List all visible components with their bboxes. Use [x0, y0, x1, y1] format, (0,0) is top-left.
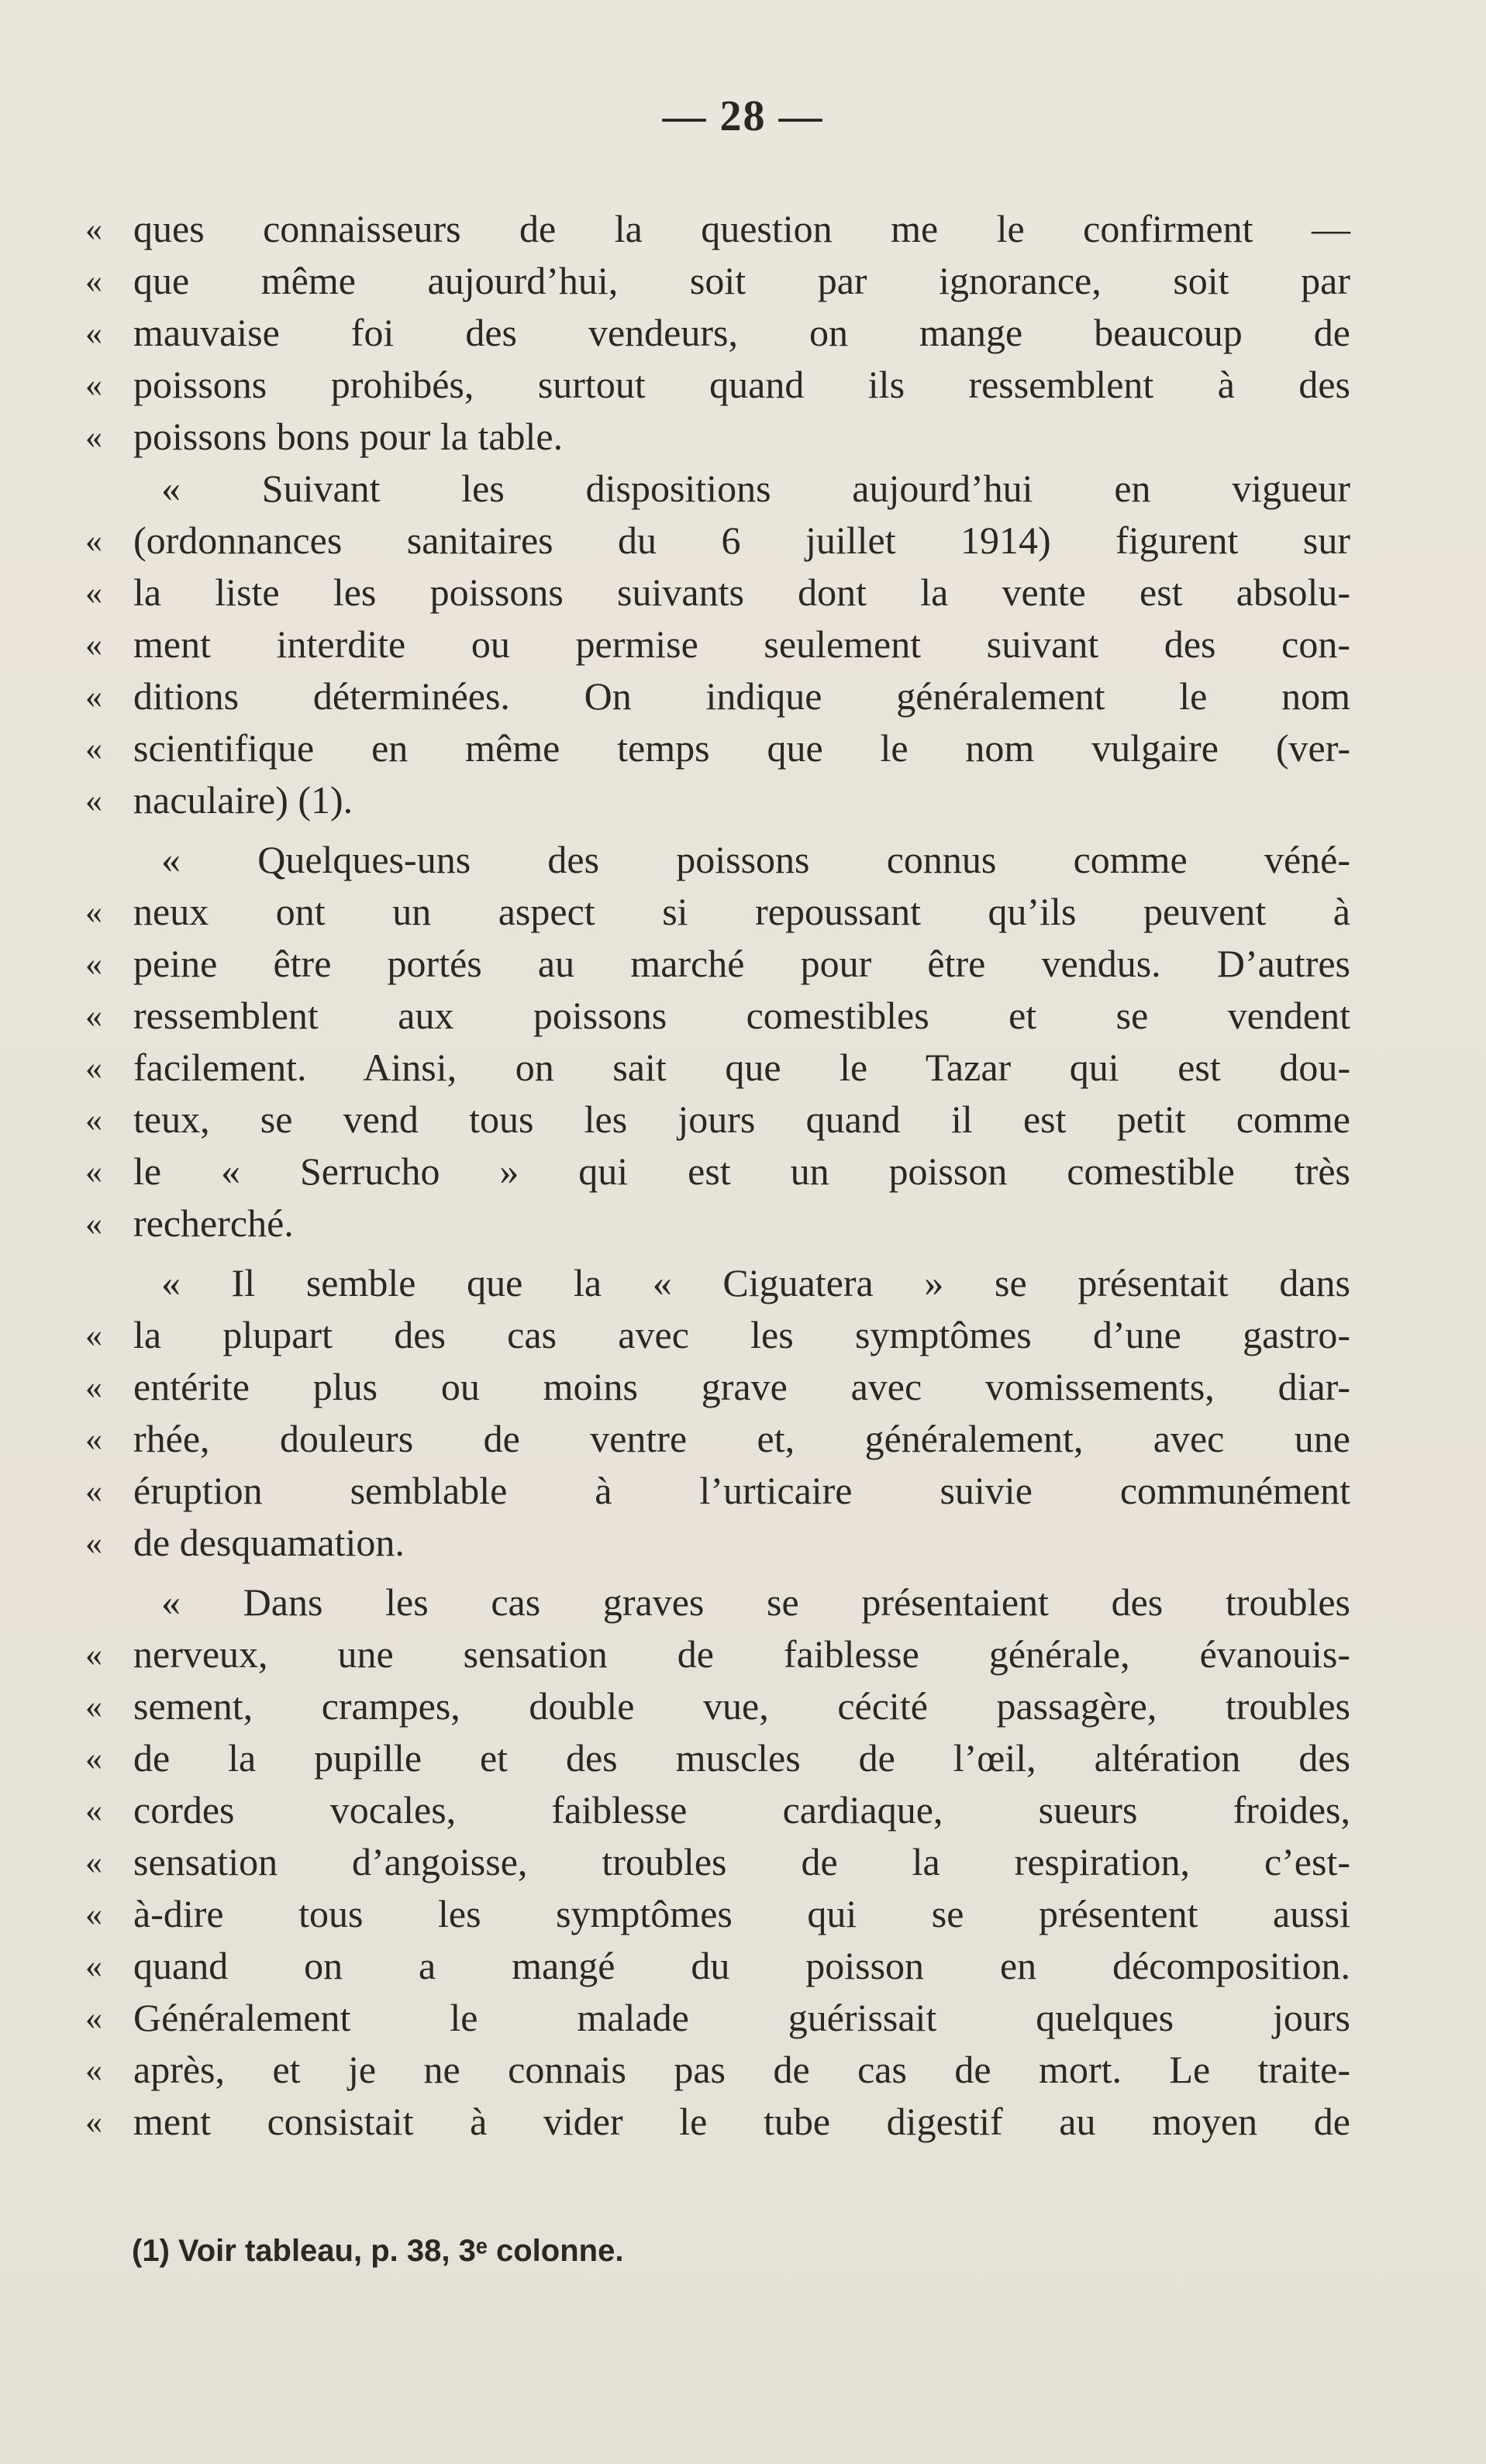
quote-mark: «: [85, 1999, 102, 2037]
quote-mark: «: [85, 997, 102, 1035]
line-text: sement, crampes, double vue, cécité passagère, troubles: [133, 1684, 1350, 1728]
quote-mark: «: [85, 1739, 102, 1777]
quote-mark: «: [85, 2051, 102, 2089]
line-text: le « Serrucho » qui est un poisson comestible très: [133, 1149, 1350, 1193]
text-line: [85, 1042, 1350, 1094]
line-text: quand on a mangé du poisson en décomposition.: [133, 1944, 1350, 1987]
text-line: [85, 203, 1350, 255]
text-line: [85, 2096, 1350, 2148]
text-line: [85, 1198, 1271, 1249]
text-line: [85, 1732, 1350, 1784]
line-text: la plupart des cas avec les symptômes d’une gastro-: [133, 1313, 1350, 1356]
text-line: [85, 1465, 1350, 1517]
quote-mark: «: [85, 677, 102, 715]
quote-mark: «: [85, 1635, 102, 1673]
line-text: sensation d’angoisse, troubles de la respiration, c’est-: [133, 1840, 1350, 1883]
quote-mark: «: [85, 893, 102, 931]
line-text: « Suivant les dispositions aujourd’hui en vigueur: [161, 467, 1350, 510]
line-text: « Il semble que la « Ciguatera » se présentait dans: [161, 1261, 1350, 1304]
body-text: [85, 203, 1350, 2148]
line-text: de la pupille et des muscles de l’œil, altération des: [133, 1736, 1350, 1780]
text-line: [85, 515, 1350, 567]
text-line: [85, 722, 1350, 774]
line-text: ditions déterminées. On indique généralement le nom: [133, 674, 1350, 718]
quote-mark: «: [85, 781, 102, 819]
text-line: [85, 1940, 1350, 1992]
line-text: entérite plus ou moins grave avec vomissements, diar-: [133, 1365, 1350, 1408]
text-line: [85, 411, 1271, 463]
text-line: [85, 359, 1350, 411]
text-line: [85, 834, 1350, 886]
text-line: [85, 1836, 1350, 1888]
line-text: neux ont un aspect si repoussant qu’ils peuvent à: [133, 890, 1350, 933]
text-line: [85, 463, 1350, 515]
quote-mark: «: [85, 1049, 102, 1087]
text-line: [85, 1413, 1350, 1465]
line-text: (ordonnances sanitaires du 6 juillet 1914) figurent sur: [133, 519, 1350, 562]
quote-mark: «: [85, 574, 102, 612]
line-text: cordes vocales, faiblesse cardiaque, sueurs froides,: [133, 1788, 1350, 1832]
text-line: [85, 1680, 1350, 1732]
quote-mark: «: [85, 1316, 102, 1354]
text-line: [85, 670, 1350, 722]
text-line: [85, 1517, 1271, 1569]
quote-mark: «: [85, 945, 102, 983]
text-line: [85, 307, 1350, 359]
footnote: (1) Voir tableau, p. 38, 3ᵉ colonne.: [132, 2234, 624, 2268]
quote-mark: «: [85, 1420, 102, 1458]
quote-mark: «: [85, 1368, 102, 1406]
line-text: « Dans les cas graves se présentaient des troubles: [161, 1580, 1350, 1624]
quote-mark: «: [85, 1204, 102, 1242]
line-text: recherché.: [133, 1201, 294, 1245]
text-line: [85, 774, 1271, 826]
quote-mark: «: [85, 1843, 102, 1881]
text-line: [85, 1992, 1350, 2044]
quote-mark: «: [85, 1947, 102, 1985]
text-line: [85, 1361, 1350, 1413]
line-text: mauvaise foi des vendeurs, on mange beaucoup de: [133, 311, 1350, 354]
text-line: [85, 2044, 1350, 2096]
line-text: poissons bons pour la table.: [133, 415, 564, 458]
line-text: teux, se vend tous les jours quand il est petit comme: [133, 1098, 1350, 1141]
text-line: [85, 1628, 1350, 1680]
quote-mark: «: [85, 210, 102, 248]
text-line: [85, 1146, 1350, 1198]
line-text: nerveux, une sensation de faiblesse générale, évanouis-: [133, 1632, 1350, 1676]
line-text: rhée, douleurs de ventre et, généralement, avec une: [133, 1417, 1350, 1460]
line-text: peine être portés au marché pour être vendus. D’autres: [133, 942, 1350, 985]
text-line: [85, 1309, 1350, 1361]
line-text: « Quelques-uns des poissons connus comme véné-: [161, 838, 1350, 881]
quote-mark: «: [85, 729, 102, 767]
line-text: à-dire tous les symptômes qui se présentent aussi: [133, 1892, 1350, 1935]
line-text: la liste les poissons suivants dont la vente est absolu-: [133, 570, 1350, 614]
quote-mark: «: [85, 366, 102, 404]
line-text: ment consistait à vider le tube digestif au moyen de: [133, 2100, 1350, 2143]
line-text: naculaire) (1).: [133, 778, 353, 822]
line-text: Généralement le malade guérissait quelques jours: [133, 1996, 1350, 2039]
quote-mark: «: [85, 522, 102, 560]
line-text: poissons prohibés, surtout quand ils ressemblent à des: [133, 363, 1350, 406]
quote-mark: «: [85, 1687, 102, 1725]
text-line: [85, 255, 1350, 307]
text-line: [85, 1888, 1350, 1940]
text-line: [85, 1577, 1350, 1628]
quote-mark: «: [85, 625, 102, 663]
quote-mark: «: [85, 262, 102, 300]
line-text: que même aujourd’hui, soit par ignorance, soit par: [133, 259, 1350, 302]
line-text: ressemblent aux poissons comestibles et se vendent: [133, 994, 1350, 1037]
text-line: [85, 1094, 1350, 1146]
quote-mark: «: [85, 1472, 102, 1510]
text-line: [85, 619, 1350, 670]
quote-mark: «: [85, 1153, 102, 1191]
line-text: ques connaisseurs de la question me le confirment —: [133, 207, 1350, 250]
text-line: [85, 990, 1350, 1042]
quote-mark: «: [85, 418, 102, 456]
quote-mark: «: [85, 1101, 102, 1139]
line-text: ment interdite ou permise seulement suivant des con-: [133, 622, 1350, 666]
quote-mark: «: [85, 314, 102, 352]
quote-mark: «: [85, 1524, 102, 1562]
text-line: [85, 567, 1350, 619]
line-text: éruption semblable à l’urticaire suivie communément: [133, 1469, 1350, 1512]
page-number: — 28 —: [662, 92, 824, 140]
quote-mark: «: [85, 1791, 102, 1829]
line-text: de desquamation.: [133, 1521, 405, 1564]
quote-mark: «: [85, 1895, 102, 1933]
text-line: [85, 938, 1350, 990]
line-text: scientifique en même temps que le nom vulgaire (ver-: [133, 726, 1350, 770]
text-line: [85, 886, 1350, 938]
line-text: après, et je ne connais pas de cas de mort. Le traite-: [133, 2048, 1350, 2091]
text-line: [85, 1257, 1350, 1309]
text-line: [85, 1784, 1350, 1836]
line-text: facilement. Ainsi, on sait que le Tazar qui est dou-: [133, 1046, 1350, 1089]
quote-mark: «: [85, 2103, 102, 2141]
